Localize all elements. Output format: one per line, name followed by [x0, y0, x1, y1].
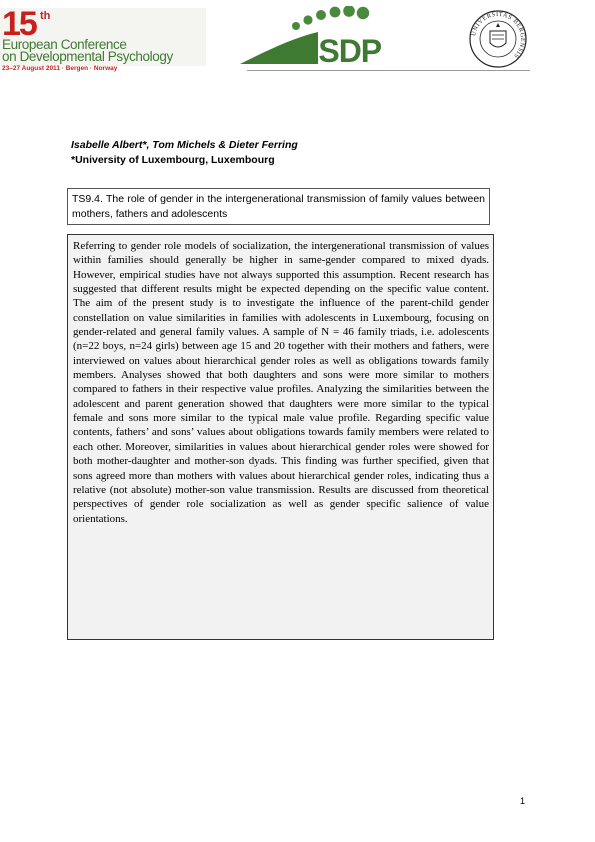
conference-logo	[0, 5, 206, 72]
header-divider	[247, 70, 530, 71]
conference-name-line2: on Developmental Psychology	[2, 49, 173, 64]
abstract-box	[67, 234, 494, 640]
conference-number: 15	[2, 5, 36, 43]
university-seal-icon	[468, 9, 528, 69]
affiliation: *University of Luxembourg, Luxembourg	[71, 154, 275, 166]
esdp-dots-icon	[292, 6, 369, 30]
conference-number-suffix: th	[40, 10, 51, 22]
page-number: 1	[520, 796, 526, 806]
conference-name-line1: European Conference	[2, 37, 127, 52]
abstract-text: Referring to gender role models of socialization, the intergenerational transmission of values within families should generally be higher in same-gender compared to mixed dyads. However, empirical studies have not always supported this assumption. Recent research has suggested that different results might be expected depending on the specific value content. The aim of the present study is to investigate the influence of the parent-child gender constellation on value similarities in families with adolescents in Luxembourg, focusing on gender-related and general family values. A sample of N = 46 family triads, i.e. adolescents (n=22 boys, n=24 girls) between age 15 and 20 together with their mothers and fathers, were interviewed on values about hierarchical gender roles as well as obligations towards family members. Analyses showed that both daughters and sons were more similar to mothers compared to fathers in their respective value profiles. Analyzing the similarities between the adolescent and parent generation showed that daughters were more similar to the typical female and sons more similar to the typical male value profile. Regarding specific value contents, fathers’ and sons’ values about obligations towards family members were related to each other. Moreover, similarities in values about hierarchical gender roles were showed for both mother-daughter and mother-son dyads. This finding was further specified, given that sons agreed more than mothers with values about hierarchical gender roles, indicating thus a relative (not absolute) mother-son value transmission. Results are discussed from theoretical perspectives of gender role socialization as well as gender specific salience of value orientations.	[73, 240, 489, 525]
esdp-logo	[238, 6, 418, 66]
author-list: Isabelle Albert*, Tom Michels & Dieter Ferring	[71, 139, 298, 151]
esdp-logo-text: ESDP	[298, 33, 382, 66]
conference-dates: 23–27 August 2011 · Bergen · Norway	[2, 65, 118, 72]
session-title-box	[67, 188, 490, 225]
seal-text: UNIVERSITAS BERGENSIS	[470, 10, 527, 60]
session-title: TS9.4. The role of gender in the intergenerational transmission of family values between mothers, fathers and adolescents	[72, 193, 485, 220]
